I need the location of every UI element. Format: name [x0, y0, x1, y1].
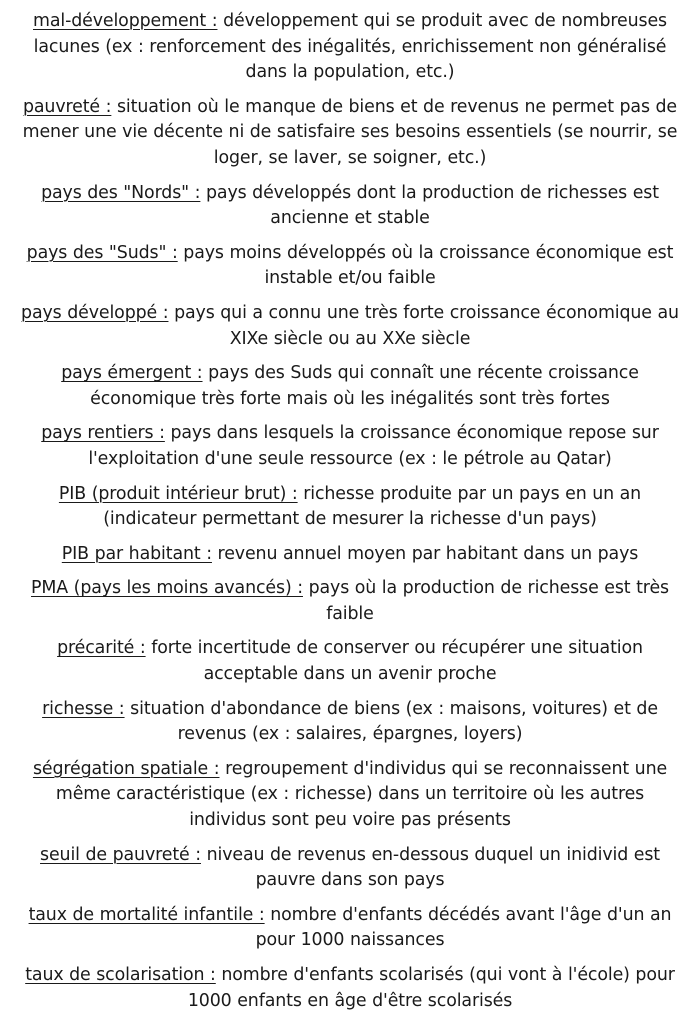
glossary-term: pauvreté : — [22, 96, 112, 117]
glossary-definition: situation d'abondance de biens (ex : maisons, voitures) et de revenus (ex : salaires, épargnes, loyers) — [124, 698, 658, 745]
glossary-entry — [16, 903, 684, 954]
glossary-term: pays des "Nords" : — [41, 182, 201, 203]
glossary-term: PIB par habitant : — [61, 543, 212, 564]
glossary-entry — [16, 843, 684, 894]
glossary-definition: pays dans lesquels la croissance économique repose sur l'exploitation d'une seule ressource (ex : le pétrole au Qatar) — [88, 423, 659, 469]
glossary-definition: pays des Suds qui connaît une récente croissance économique très forte mais où les inégalités sont très fortes — [90, 363, 639, 409]
glossary-entry — [16, 361, 684, 412]
glossary-term: pays rentiers : — [41, 423, 165, 444]
glossary-definition: développement qui se produit avec de nombreuses lacunes (ex : renforcement des inégalités, enrichissement non généralisé dans la population, etc.) — [33, 11, 667, 83]
glossary-entry — [16, 181, 684, 232]
glossary-entry — [16, 576, 684, 627]
glossary-entry — [16, 757, 684, 834]
glossary-term: PMA (pays les moins avancés) : — [31, 578, 303, 599]
glossary-term: mal-développement : — [33, 11, 218, 31]
glossary-term: taux de mortalité infantile : — [28, 904, 265, 925]
glossary-definition: nombre d'enfants décédés avant l'âge d'un an pour 1000 naissances — [255, 904, 672, 951]
glossary-entry — [16, 301, 684, 352]
glossary-term: précarité : — [57, 638, 146, 659]
glossary-term: ségrégation spatiale : — [32, 758, 220, 779]
glossary-definition: pays développés dont la production de richesses est ancienne et stable — [200, 182, 659, 229]
glossary-definition: niveau de revenus en-dessous duquel un inidivid est pauvre dans son pays — [200, 844, 660, 891]
glossary-definition: revenu annuel moyen par habitant dans un pays — [211, 543, 639, 564]
glossary-term: seuil de pauvreté : — [40, 844, 201, 865]
glossary-entry — [16, 241, 684, 292]
glossary-definition: regroupement d'individus qui se reconnaissent une même caractéristique (ex : richesse) dans un territoire où les autres individus sont peu voire pas présents — [55, 758, 668, 831]
glossary-term: taux de scolarisation : — [25, 965, 216, 985]
glossary-entry — [16, 963, 684, 1014]
glossary-definition: forte incertitude de conserver ou récupérer une situation acceptable dans un avenir proche — [145, 638, 643, 685]
glossary-definition: richesse produite par un pays en un an (indicateur permettant de mesurer la richesse d'un pays) — [103, 483, 642, 530]
glossary-entry — [16, 636, 684, 687]
glossary-term: pays émergent : — [61, 363, 203, 384]
glossary-entry — [16, 421, 684, 472]
glossary-term: richesse : — [42, 698, 125, 719]
glossary-entry — [16, 542, 684, 568]
glossary-definition: situation où le manque de biens et de revenus ne permet pas de mener une vie décente ni de satisfaire ses besoins essentiels (se nourrir, se loger, se laver, se soigner, etc.) — [22, 96, 678, 168]
glossary-definition: pays où la production de richesse est très faible — [302, 578, 669, 624]
glossary-entry — [16, 95, 684, 172]
glossary-term: pays développé : — [21, 302, 169, 323]
glossary-definition: nombre d'enfants scolarisés (qui vont à l'école) pour 1000 enfants en âge d'être scolarisés — [187, 965, 675, 1011]
glossary-entry — [16, 482, 684, 533]
glossary-term: pays des "Suds" : — [26, 242, 178, 263]
glossary-entry — [16, 9, 684, 86]
glossary-definition: pays moins développés où la croissance économique est instable et/ou faible — [177, 242, 674, 289]
glossary-definition: pays qui a connu une très forte croissance économique au XIXe siècle ou au XXe siècle — [168, 302, 679, 349]
glossary-term: PIB (produit intérieur brut) : — [58, 483, 298, 504]
glossary-entry — [16, 697, 684, 748]
